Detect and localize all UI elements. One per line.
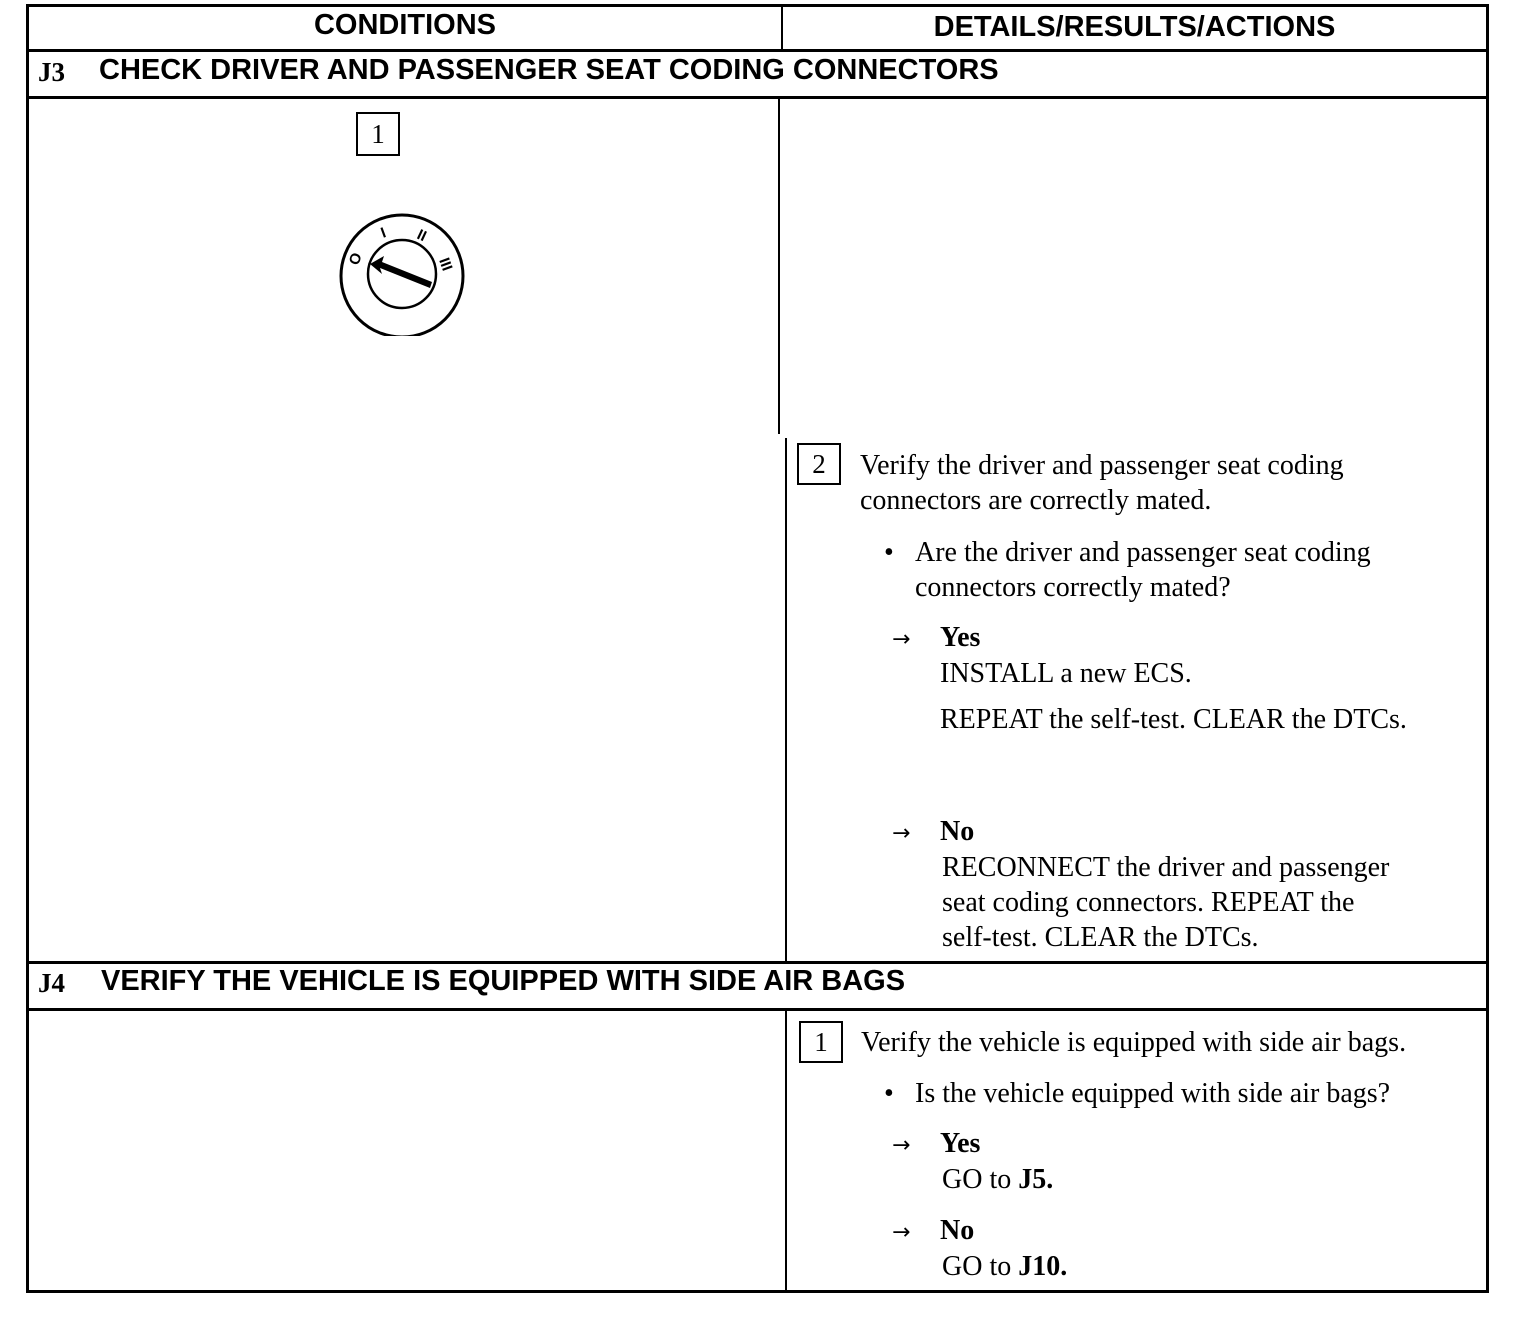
right-arrow-icon: → xyxy=(892,1133,911,1158)
j3-no-line-3: self-test. CLEAR the DTCs. xyxy=(942,922,1259,953)
switch-label-2: II xyxy=(414,226,430,246)
section-title-j3: CHECK DRIVER AND PASSENGER SEAT CODING CONNECTORS xyxy=(99,54,999,86)
switch-label-3: III xyxy=(435,255,456,274)
j3-step-2-question-line-2: connectors correctly mated? xyxy=(915,572,1231,603)
j3-step-2-question-line-1: Are the driver and passenger seat coding xyxy=(915,537,1371,568)
j3-yes-line-2: REPEAT the self-test. CLEAR the DTCs. xyxy=(940,704,1407,735)
j4-yes-action-prefix: GO to xyxy=(942,1164,1019,1195)
j4-column-divider xyxy=(785,1010,787,1292)
j3-step-2-text-line-1: Verify the driver and passenger seat coding xyxy=(860,450,1344,481)
header-divider xyxy=(26,49,1489,52)
j4-yes-target-link[interactable]: J5. xyxy=(1018,1164,1054,1195)
j4-step-1-number: 1 xyxy=(799,1021,843,1063)
j4-yes-label: Yes xyxy=(940,1128,981,1159)
j4-no-target-link[interactable]: J10. xyxy=(1018,1251,1068,1282)
section-title-j4: VERIFY THE VEHICLE IS EQUIPPED WITH SIDE AIR BAGS xyxy=(101,965,906,997)
switch-label-1: I xyxy=(378,224,389,242)
table-border-right xyxy=(1486,4,1489,1293)
j3-no-line-2: seat coding connectors. REPEAT the xyxy=(942,887,1355,918)
section-id-j3: J3 xyxy=(38,57,65,87)
right-arrow-icon: → xyxy=(892,1220,911,1245)
table-border-bottom xyxy=(26,1290,1489,1293)
table-border-top xyxy=(26,4,1489,7)
j4-yes-action xyxy=(942,1162,1053,1197)
j3-yes-line-1: INSTALL a new ECS. xyxy=(940,658,1192,689)
j4-top-divider xyxy=(26,961,1489,964)
ignition-switch-icon xyxy=(336,212,468,336)
section-id-j4: J4 xyxy=(38,968,65,998)
j3-no-line-1: RECONNECT the driver and passenger xyxy=(942,852,1390,883)
j3-step-2-text-line-2: connectors are correctly mated. xyxy=(860,485,1212,516)
table-border-left xyxy=(26,4,29,1293)
j3-column-divider-lower xyxy=(785,438,787,963)
j3-step-2-number: 2 xyxy=(797,443,841,485)
j4-step-1-text: Verify the vehicle is equipped with side air bags. xyxy=(861,1027,1407,1058)
bullet-icon: • xyxy=(884,1078,894,1109)
j4-title-divider xyxy=(26,1008,1489,1011)
j3-step-1-number: 1 xyxy=(356,112,400,156)
j3-no-label: No xyxy=(940,816,975,847)
switch-label-0: O xyxy=(345,250,366,268)
j4-no-action xyxy=(942,1249,1067,1284)
j3-title-divider xyxy=(26,96,1489,99)
bullet-icon: • xyxy=(884,537,894,568)
details-header: DETAILS/RESULTS/ACTIONS xyxy=(933,11,1336,43)
right-arrow-icon: → xyxy=(892,627,911,652)
j3-yes-label: Yes xyxy=(940,622,981,653)
j3-column-divider-upper xyxy=(778,98,780,434)
ignition-key-pointer xyxy=(370,256,432,288)
j4-step-1-question: Is the vehicle equipped with side air bags? xyxy=(915,1078,1391,1109)
j4-no-action-prefix: GO to xyxy=(942,1251,1019,1282)
conditions-header: CONDITIONS xyxy=(313,9,497,41)
j4-no-label: No xyxy=(940,1215,975,1246)
right-arrow-icon: → xyxy=(892,821,911,846)
